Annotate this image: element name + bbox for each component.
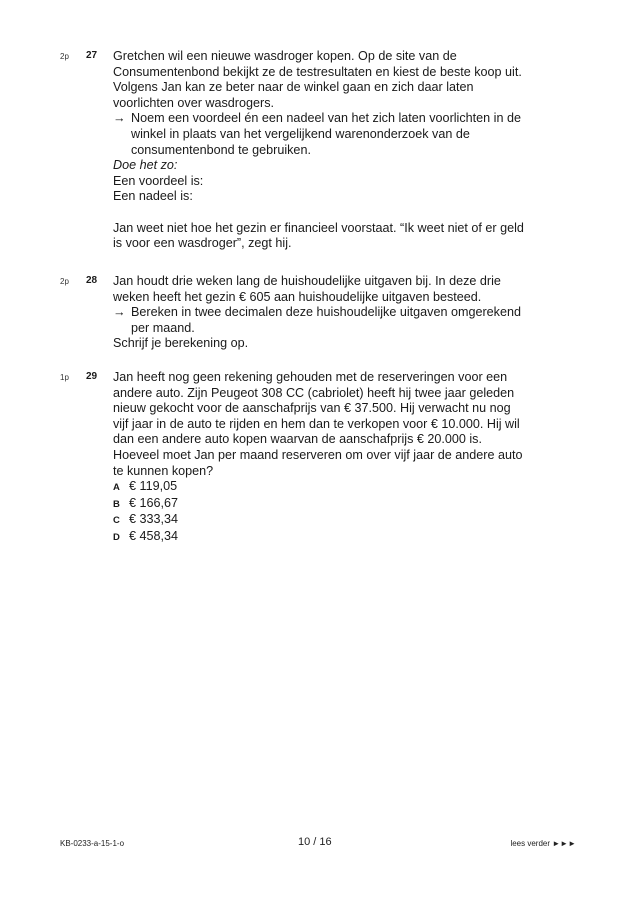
option-b xyxy=(113,496,583,513)
intro-line: Jan heeft nog geen rekening gehouden met de reserveringen voor een xyxy=(113,370,508,384)
intro-line: Jan houdt drie weken lang de huishoudelijke uitgaven bij. In deze drie xyxy=(113,274,501,288)
task-line: consumentenbond te gebruiken. xyxy=(131,142,311,157)
page-number: 10 / 16 xyxy=(298,836,332,848)
intro-line: dan een andere auto kopen waarvan de aanschafprijs € 20.000 is. xyxy=(113,432,482,447)
intro-line: Hoeveel moet Jan per maand reserveren om over vijf jaar de andere auto xyxy=(113,447,523,462)
option-text: € 458,34 xyxy=(129,528,179,543)
followup-line: Jan weet niet hoe het gezin er financieel voorstaat. “Ik weet niet of er geld xyxy=(113,220,524,235)
option-text: € 119,05 xyxy=(129,479,178,494)
task-line: Bereken in twee decimalen deze huishoudelijke uitgaven omgerekend xyxy=(131,305,521,320)
option-letter: C xyxy=(113,515,120,527)
answer-line: Een nadeel is: xyxy=(113,189,193,204)
instruction: Doe het zo: xyxy=(113,158,178,173)
intro-line: voorlichten over wasdrogers. xyxy=(113,95,274,110)
intro-line: weken heeft het gezin € 605 aan huishoudelijke uitgaven besteed. xyxy=(113,289,482,304)
arrow-right-icon: → xyxy=(113,305,126,320)
intro-line: vijf jaar in de auto te rijden en hem dan te verkopen voor € 10.000. Hij wil xyxy=(113,416,520,431)
intro-line: Consumentenbond bekijkt ze de testresultaten en kiest de beste koop uit. xyxy=(113,64,522,79)
option-letter: A xyxy=(113,482,120,494)
option-d xyxy=(113,529,583,546)
next-page-link: lees verder ►►► xyxy=(510,839,576,848)
question-text xyxy=(113,49,583,252)
question-number: 28 xyxy=(86,275,98,286)
option-a xyxy=(113,479,583,496)
question-text xyxy=(113,274,583,352)
exam-code: KB-0233-a-15-1-o xyxy=(60,839,125,848)
question-points: 2p xyxy=(60,52,69,61)
option-letter: B xyxy=(113,498,120,510)
intro-line: Gretchen wil een nieuwe wasdroger kopen. Op de site van de xyxy=(113,49,457,63)
intro-line: nieuw gekocht voor de aanschafprijs van € 37.500. Hij verwacht nu nog xyxy=(113,401,511,416)
question-number: 27 xyxy=(86,50,98,61)
followup-line: is voor een wasdroger”, zegt hij. xyxy=(113,236,292,251)
arrow-right-icon: → xyxy=(113,111,126,126)
question-text xyxy=(113,370,583,546)
task-block xyxy=(113,305,583,336)
question-number: 29 xyxy=(86,371,98,382)
task-block xyxy=(113,111,583,158)
option-text: € 166,67 xyxy=(129,495,179,510)
intro-line: andere auto. Zijn Peugeot 308 CC (cabriolet) heeft hij twee jaar geleden xyxy=(113,385,515,400)
closing-line: Schrijf je berekening op. xyxy=(113,336,249,351)
intro-line: te kunnen kopen? xyxy=(113,463,214,478)
question-points: 1p xyxy=(60,373,69,382)
task-line: per maand. xyxy=(131,320,195,335)
answer-line: Een voordeel is: xyxy=(113,173,204,188)
task-line: Noem een voordeel én een nadeel van het zich laten voorlichten in de xyxy=(131,111,521,126)
option-c xyxy=(113,512,583,529)
task-line: winkel in plaats van het vergelijkend warenonderzoek van de xyxy=(131,126,470,141)
question-points: 2p xyxy=(60,277,69,286)
intro-line: Volgens Jan kan ze beter naar de winkel gaan en zich daar laten xyxy=(113,80,474,95)
option-text: € 333,34 xyxy=(129,512,179,527)
option-letter: D xyxy=(113,531,120,543)
